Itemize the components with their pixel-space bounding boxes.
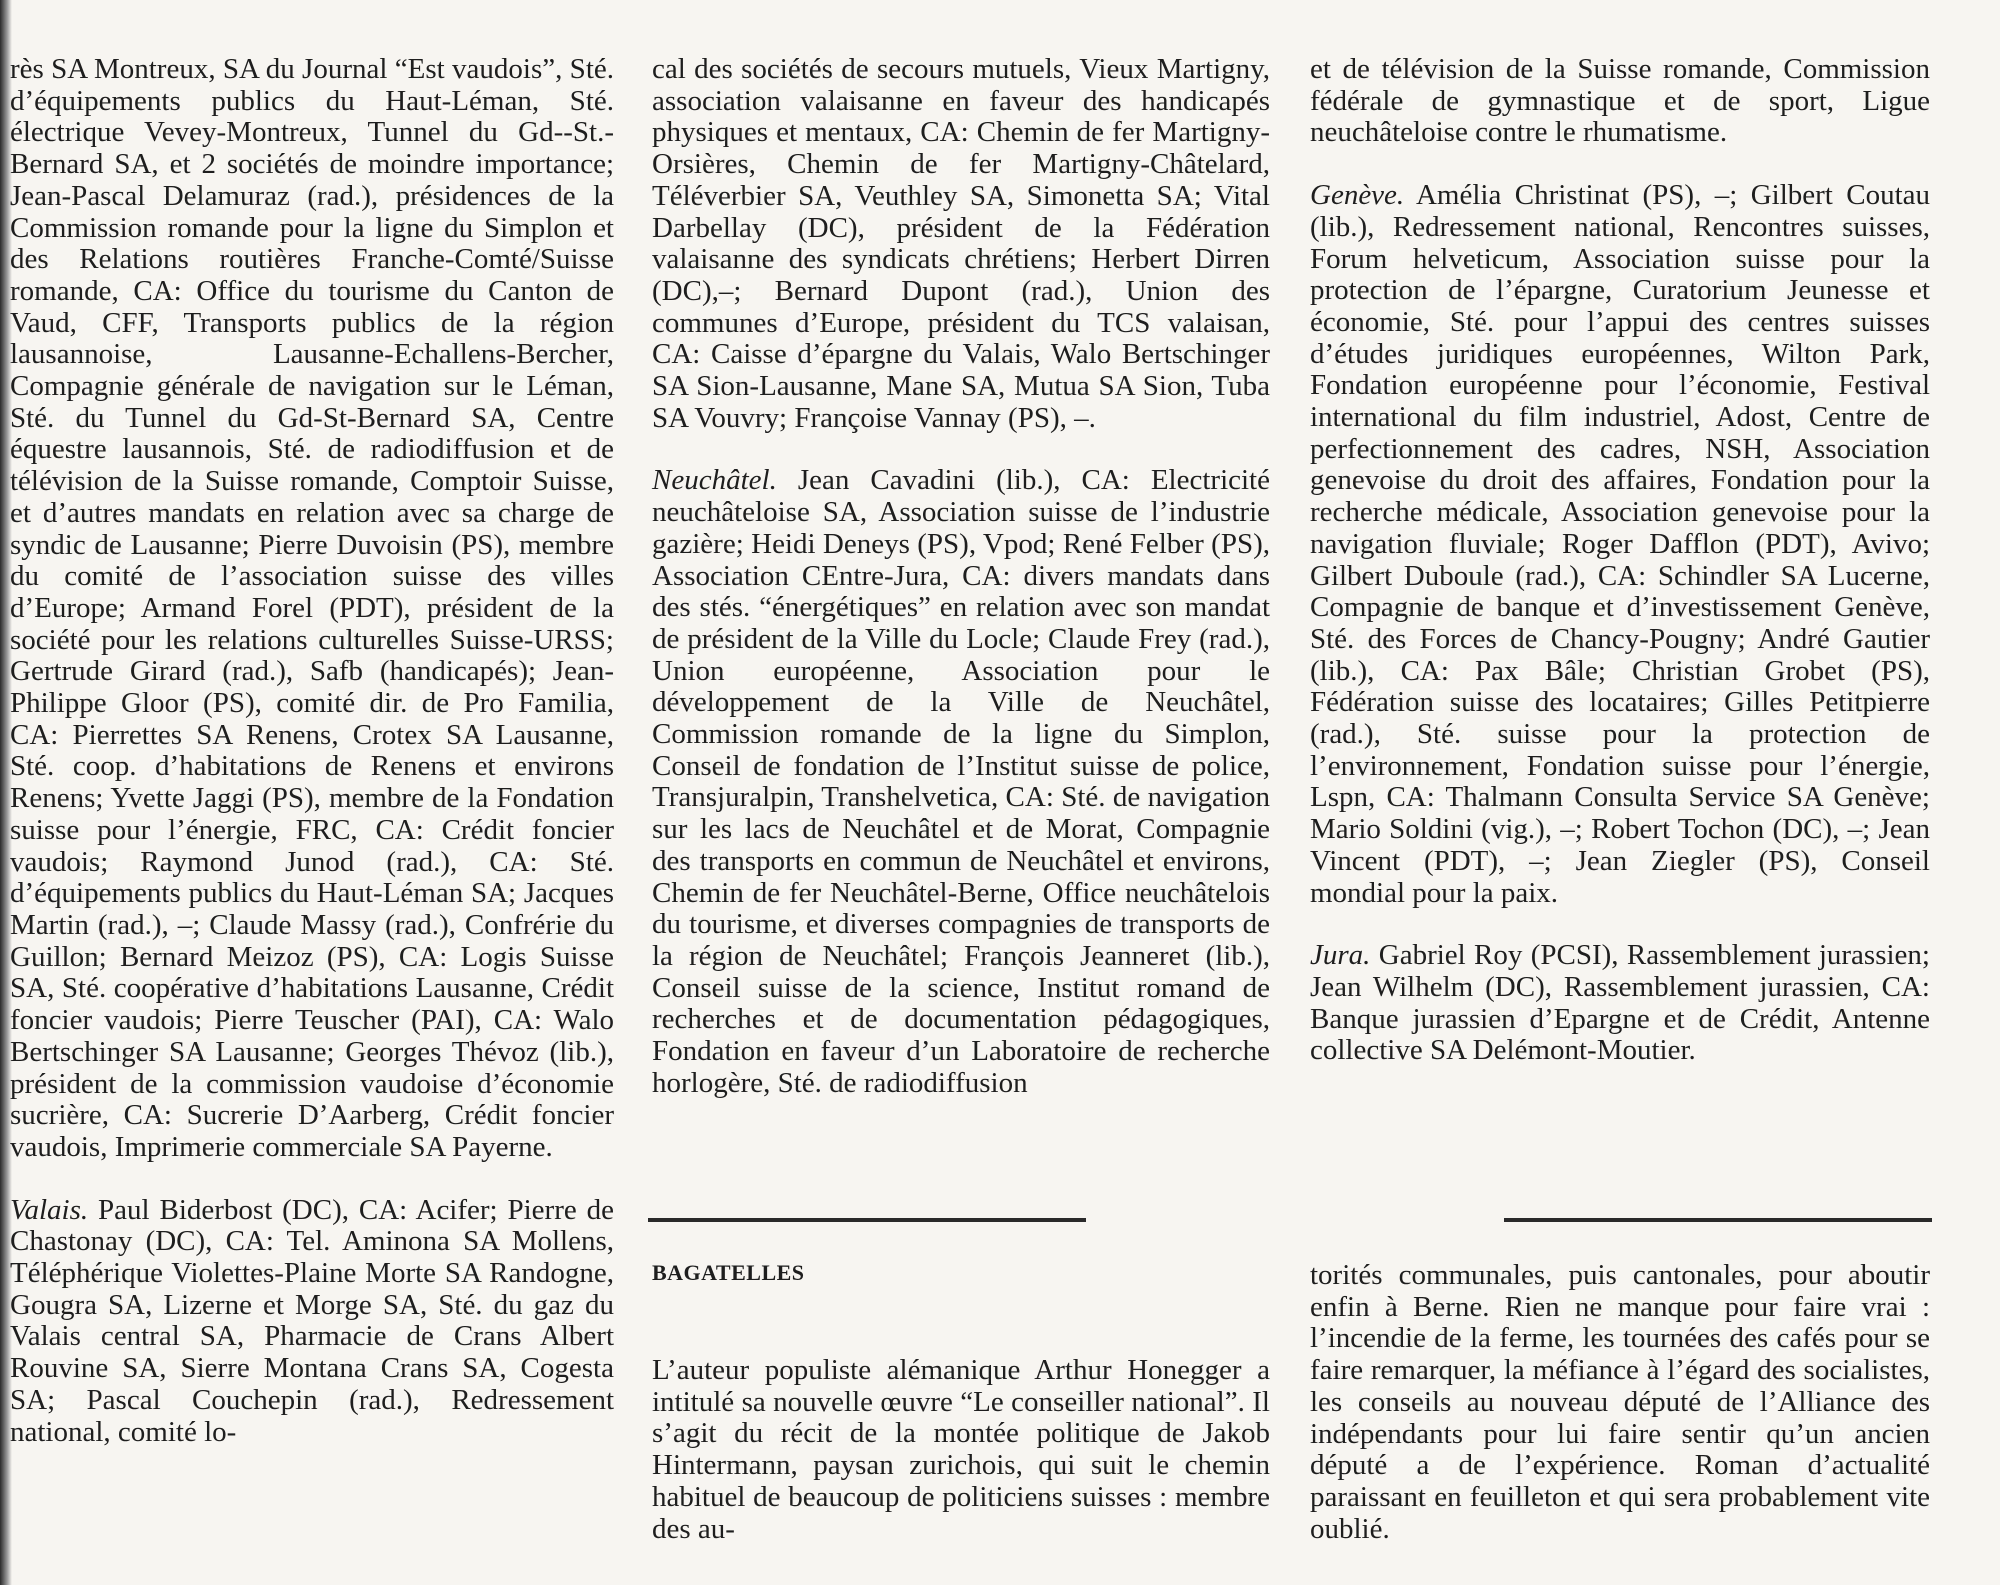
canton-label-valais: Valais. — [10, 1193, 89, 1226]
valais-paragraph — [10, 1195, 614, 1449]
valais-text: Paul Biderbost (DC), CA: Acifer; Pierre de Chastonay (DC), CA: Tel. Aminona SA Mollens, Téléphérique Violettes-Plaine Morte SA Randogne, Gougra SA, Lizerne et Morge SA, Sté. du gaz du Valais central SA, Pharmacie de Crans Albert Rouvine SA, Sierre Montana Crans SA, Cogesta SA; Pascal Couchepin (rad.), Redressement national, comité lo- — [10, 1193, 614, 1448]
bagatelles-paragraph-end: torités communales, puis cantonales, pour aboutir enfin à Berne. Rien ne manque pour faire vrai : l’incendie de la ferme, les tournées des cafés pour se faire remarquer, la méfiance à l’égard des socialistes, les conseils au nouveau député de l’Alliance des indépendants pour lui faire sentir qu’un ancien député a de l’expérience. Roman d’actualité paraissant en feuilleton et qui sera probablement vite oublié. — [1310, 1259, 1930, 1545]
section-divider-right — [1504, 1218, 1932, 1222]
canton-label-neuchatel: Neuchâtel. — [652, 464, 777, 497]
column-left — [10, 54, 614, 1448]
column-right — [1310, 54, 1930, 1067]
jura-text: Gabriel Roy (PCSI), Rassemblement jurassien; Jean Wilhelm (DC), Rassemblement jurassien, CA: Banque jurassien d’Epargne et de Crédit, Antenne collective SA Delémont-Moutier. — [1310, 939, 1930, 1067]
vaud-paragraph: rès SA Montreux, SA du Journal “Est vaudois”, Sté. d’équipements publics du Haut-Léman, Sté. électrique Vevey-Montreux, Tunnel du Gd--St.-Bernard SA, et 2 sociétés de moindre importance; Jean-Pascal Delamuraz (rad.), présidences de la Commission romande pour la ligne du Simplon et des Relations routières Franche-Comté/Suisse romande, CA: Office du tourisme du Canton de Vaud, CFF, Transports publics de la région lausannoise, Lausanne-Echallens-Bercher, Compagnie générale de navigation sur le Léman, Sté. du Tunnel du Gd-St-Bernard SA, Centre équestre lausannois, Sté. de radiodiffusion et de télévision de la Suisse romande, Comptoir Suisse, et d’autres mandats en relation avec sa charge de syndic de Lausanne; Pierre Duvoisin (PS), membre du comité de l’association suisse des villes d’Europe; Armand Forel (PDT), président de la société pour les relations culturelles Suisse-URSS; Gertrude Girard (rad.), Safb (handicapés); Jean-Philippe Gloor (PS), comité dir. de Pro Familia, CA: Pierrettes SA Renens, Crotex SA Lausanne, Sté. coop. d’habitations de Renens et environs Renens; Yvette Jaggi (PS), membre de la Fondation suisse pour l’énergie, FRC, CA: Crédit foncier vaudois; Raymond Junod (rad.), CA: Sté. d’équipements publics du Haut-Léman SA; Jacques Martin (rad.), –; Claude Massy (rad.), Confrérie du Guillon; Bernard Meizoz (PS), CA: Logis Suisse SA, Sté. coopérative d’habitations Lausanne, Crédit foncier vaudois; Pierre Teuscher (PAI), CA: Walo Bertschinger SA Lausanne; Georges Thévoz (lib.), président de la commission vaudoise d’économie sucrière, CA: Sucrerie D’Aarberg, Crédit foncier vaudois, Imprimerie commerciale SA Payerne. — [10, 53, 614, 1163]
geneve-text: Amélia Christinat (PS), –; Gilbert Coutau (lib.), Redressement national, Rencontres suisses, Forum helveticum, Association suisse pour la protection de l’épargne, Curatorium Jeunesse et économie, Sté. pour l’appui des centres suisses d’études juridiques européennes, Wilton Park, Fondation européenne pour l’économie, Festival international du film industriel, Adost, Centre de perfectionnement des cadres, NSH, Association genevoise du droit des affaires, Fondation pour la recherche médicale, Association genevoise pour la navigation fluviale; Roger Dafflon (PDT), Avivo; Gilbert Duboule (rad.), CA: Schindler SA Lucerne, Compagnie de banque et d’investissement Genève, Sté. des Forces de Chancy-Pougny; André Gautier (lib.), CA: Pax Bâle; Christian Grobet (PS), Fédération suisse des locataires; Gilles Petitpierre (rad.), Sté. suisse pour la protection de l’environnement, Fondation suisse pour l’énergie, Lspn, CA: Thalmann Consulta Service SA Genève; Mario Soldini (vig.), –; Robert Tochon (DC), –; Jean Vincent (PDT), –; Jean Ziegler (PS), Conseil mondial pour la paix. — [1310, 179, 1930, 909]
bagatelles-paragraph-start: L’auteur populiste alémanique Arthur Honegger a intitulé sa nouvelle œuvre “Le conseiller national”. Il s’agit du récit de la montée politique de Jakob Hintermann, paysan zurichois, qui suit le chemin habituel de beaucoup de politiciens suisses : membre des au- — [652, 1354, 1270, 1545]
valais-continued-paragraph: cal des sociétés de secours mutuels, Vieux Martigny, association valaisanne en faveur des handicapés physiques et mentaux, CA: Chemin de fer Martigny-Orsières, Chemin de fer Martigny-Châtelard, Téléverbier SA, Veuthley SA, Simonetta SA; Vital Darbellay (DC), président de la Fédération valaisanne des syndicats chrétiens; Herbert Dirren (DC),–; Bernard Dupont (rad.), Union des communes d’Europe, président du TCS valaisan, CA: Caisse d’épargne du Valais, Walo Bertschinger SA Sion-Lausanne, Mane SA, Mutua SA Sion, Tuba SA Vouvry; Françoise Vannay (PS), –. — [652, 53, 1270, 434]
bagatelles-column-right — [1310, 1260, 1930, 1545]
neuchatel-continued-paragraph: et de télévision de la Suisse romande, Commission fédérale de gymnastique et de sport, Ligue neuchâteloise contre le rhumatisme. — [1310, 53, 1930, 149]
canton-label-geneve: Genève. — [1310, 179, 1405, 212]
section-divider-left — [648, 1218, 1086, 1222]
neuchatel-paragraph — [652, 465, 1270, 1099]
geneve-paragraph — [1310, 180, 1930, 909]
neuchatel-text: Jean Cavadini (lib.), CA: Electricité neuchâteloise SA, Association suisse de l’industrie gazière; Heidi Deneys (PS), Vpod; René Felber (PS), Association CEntre-Jura, CA: divers mandats dans des stés. “énergétiques” en relation avec son mandat de président de la Ville du Locle; Claude Frey (rad.), Union européenne, Association pour le développement de la Ville de Neuchâtel, Commission romande de la ligne du Simplon, Conseil de fondation de l’Institut suisse de police, Transjuralpin, Transhelvetica, CA: Sté. de navigation sur les lacs de Neuchâtel et de Morat, Compagnie des transports en commun de Neuchâtel et environs, Chemin de fer Neuchâtel-Berne, Office neuchâtelois du tourisme, et diverses compagnies de transports de la région de Neuchâtel; François Jeanneret (lib.), Conseil suisse de la science, Institut romand de recherches et de documentation pédagogiques, Fondation en faveur d’un Laboratoire de recherche horlogère, Sté. de radiodiffusion — [652, 464, 1270, 1099]
bagatelles-column-middle — [652, 1355, 1270, 1545]
canton-label-jura: Jura. — [1310, 939, 1371, 972]
section-heading-bagatelles: BAGATELLES — [652, 1260, 805, 1285]
jura-paragraph — [1310, 940, 1930, 1067]
column-middle — [652, 54, 1270, 1100]
